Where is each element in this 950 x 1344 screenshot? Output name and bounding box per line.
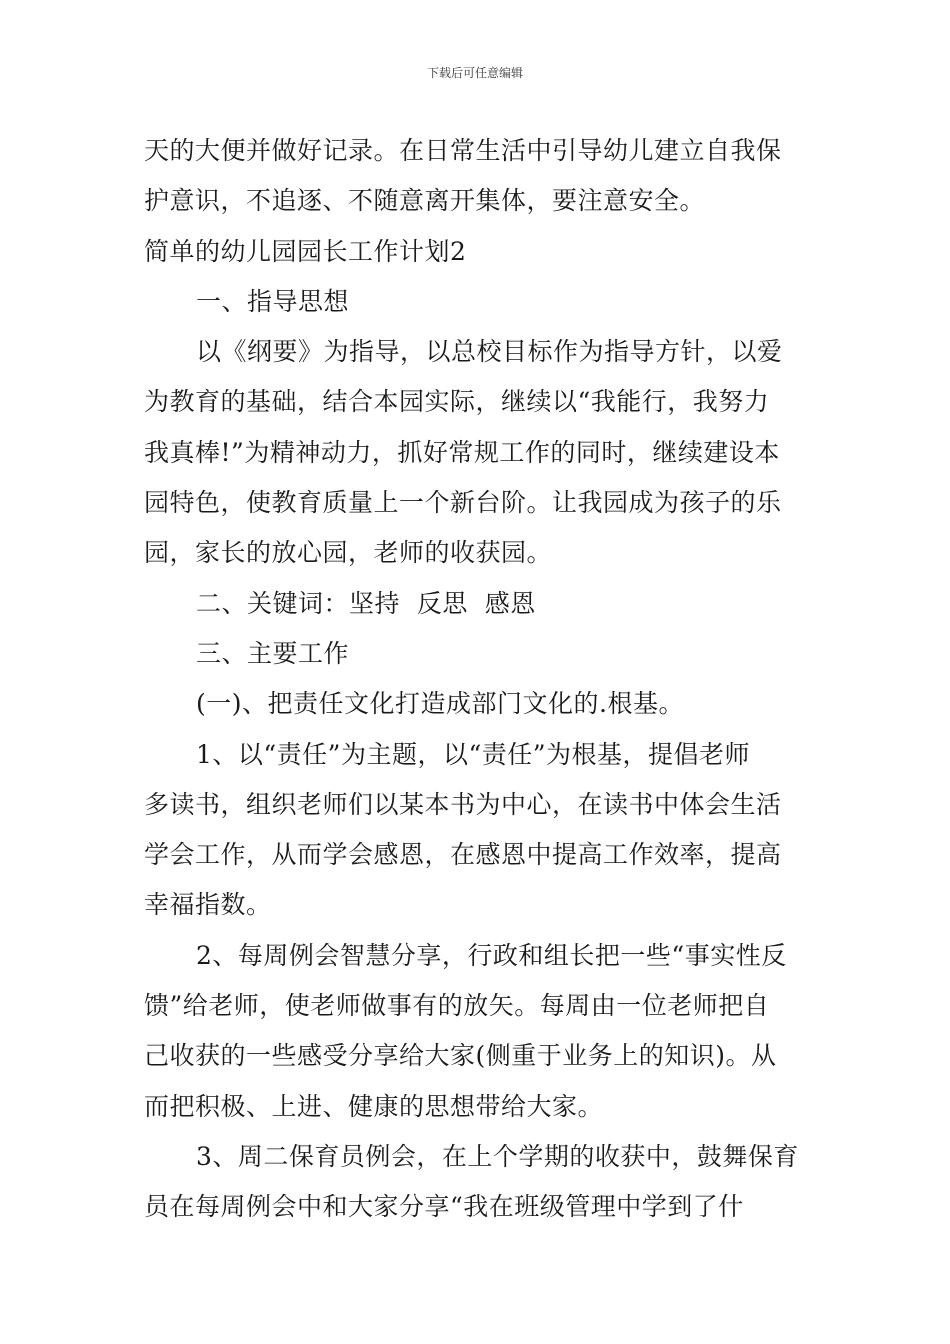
text-line: 2、每周例会智慧分享，行政和组长把一些“事实性反 [196,940,787,970]
text-line: 多读书，组织老师们以某本书为中心，在读书中体会生活 [144,789,782,819]
heading-guiding-thought: 一、指导思想 [196,286,350,316]
text-line: 而把积极、上进、健康的思想带给大家。 [144,1091,604,1121]
subheading-responsibility: (一)、把责任文化打造成部门文化的.根基。 [196,689,684,719]
text-line: 为教育的基础，结合本园实际，继续以“我能行，我努力 [144,387,770,417]
text-line: 3、周二保育员例会，在上个学期的收获中，鼓舞保育 [196,1141,799,1171]
text-line: 员在每周例会中和大家分享“我在班级管理中学到了什 [144,1192,744,1222]
text-line: 园特色，使教育质量上一个新台阶。让我园成为孩子的乐 [144,488,782,518]
text-line: 馈”给老师，使老师做事有的放矢。每周由一位老师把自 [144,991,770,1021]
heading-main-work: 三、主要工作 [196,638,350,668]
text-line: 幸福指数。 [144,890,272,920]
page-header: 下载后可任意编辑 [426,66,523,80]
text-line: 园，家长的放心园，老师的收获园。 [144,538,553,568]
document-body [144,126,814,1233]
text-line: 己收获的一些感受分享给大家(侧重于业务上的知识)。从 [144,1041,777,1071]
text-line: 我真棒!”为精神动力，抓好常规工作的同时，继续建设本 [144,437,780,467]
heading-keywords: 二、关键词：坚持 反思 感恩 [196,588,536,618]
text-line: 1、以“责任”为主题，以“责任”为根基，提倡老师 [196,739,751,769]
text-line: 以《纲要》为指导，以总校目标作为指导方针，以爱 [196,337,783,367]
text-line: 天的大便并做好记录。在日常生活中引导幼儿建立自我保 [144,136,782,165]
section-title: 简单的幼儿园园长工作计划2 [144,236,467,266]
text-line: 护意识，不追逐、不随意离开集体，要注意安全。 [144,186,706,216]
text-line: 学会工作，从而学会感恩，在感恩中提高工作效率，提高 [144,840,782,870]
